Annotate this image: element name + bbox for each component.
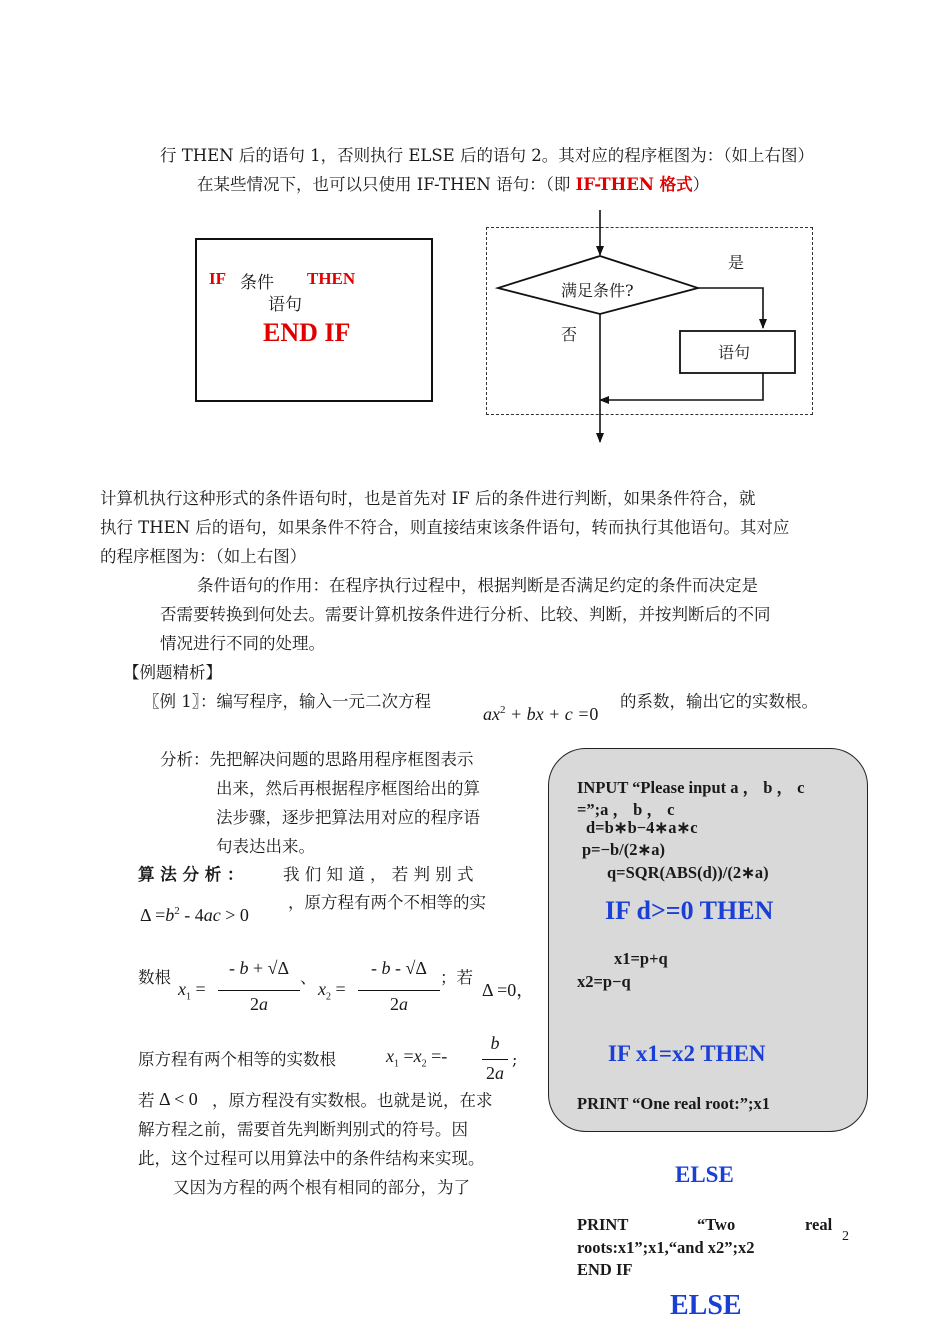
fraction-numerator: b bbox=[490, 1033, 500, 1053]
paragraph-line: 情况进行不同的处理。 bbox=[160, 634, 325, 653]
text-span: 在某些情况下，也可以只使用 IF-THEN 语句：（即 bbox=[197, 175, 576, 194]
analysis-line: 分析：先把解决问题的思路用程序框图表示 bbox=[160, 750, 474, 769]
end-if-keyword: END IF bbox=[263, 318, 351, 347]
example-line: 的系数，输出它的实数根。 bbox=[620, 692, 818, 711]
code-line: INPUT “Please input a ， b ， c bbox=[577, 778, 805, 797]
text-span: ） bbox=[692, 175, 710, 194]
code-line: p=−b/(2∗a) bbox=[582, 840, 666, 859]
fraction-bar bbox=[358, 990, 440, 991]
fraction-bar bbox=[482, 1059, 508, 1060]
analysis-line: 又因为方程的两个根有相同的部分，为了 bbox=[173, 1178, 470, 1197]
discriminant-formula: $\Delta =b^2 - 4ac > 0$ bbox=[140, 905, 249, 925]
code-line: x2=p−q bbox=[577, 972, 631, 991]
code-line: PRINT bbox=[577, 1215, 629, 1234]
code-else-keyword: ELSE bbox=[675, 1162, 734, 1187]
analysis-line: 原方程有两个相等的实数根 bbox=[138, 1050, 336, 1069]
example-line: 〖例 1〗：编写程序，输入一元二次方程 bbox=[143, 692, 431, 711]
root-x2-denominator: 2a bbox=[390, 994, 408, 1014]
analysis-line: 法步骤，逐步把算法用对应的程序语 bbox=[216, 808, 480, 827]
no-label: 否 bbox=[561, 325, 578, 344]
analysis-line: 出来，然后再根据程序框图给出的算 bbox=[216, 779, 480, 798]
paragraph-line: 条件语句的作用：在程序执行过程中，根据判断是否满足约定的条件而决定是 bbox=[197, 576, 758, 595]
fraction-denominator: 2a bbox=[486, 1063, 504, 1083]
analysis-line: 若 bbox=[138, 1091, 155, 1110]
code-line: “Two bbox=[697, 1215, 736, 1234]
flow-statement-label: 语句 bbox=[718, 343, 751, 362]
code-if-keyword: IF x1=x2 THEN bbox=[608, 1041, 766, 1066]
root-x1-label: $x_1$ = bbox=[178, 979, 206, 1003]
analysis-line: 我 们 知 道 ， 若 判 别 式 bbox=[283, 865, 474, 884]
analysis-line: ，原方程有两个不相等的实 bbox=[288, 893, 486, 912]
return-arrow bbox=[600, 373, 763, 400]
algorithm-title: 算 法 分 析 ： bbox=[138, 865, 244, 884]
paragraph-line: 否需要转换到何处去。需要计算机按条件进行分析、比较、判断，并按判断后的不同 bbox=[160, 605, 771, 624]
analysis-line: ；若 bbox=[440, 968, 473, 987]
semicolon: ; bbox=[512, 1050, 518, 1069]
code-line: d=b∗b−4∗a∗c bbox=[586, 818, 698, 837]
analysis-line: 解方程之前，需要首先判断判别式的符号。因 bbox=[138, 1120, 468, 1139]
highlight-text: IF-THEN 格式 bbox=[575, 175, 693, 194]
root-x1-denominator: 2a bbox=[250, 994, 268, 1014]
code-line: real bbox=[805, 1215, 833, 1234]
section-heading: 【例题精析】 bbox=[123, 663, 222, 682]
code-line: PRINT “One real root:”;x1 bbox=[577, 1094, 770, 1113]
separator: 、 bbox=[300, 968, 317, 987]
fraction-bar bbox=[218, 990, 300, 991]
code-line: =”;a ， b ， c bbox=[577, 800, 675, 819]
paragraph-line: 计算机执行这种形式的条件语句时，也是首先对 IF 后的条件进行判断，如果条件符合，就 bbox=[100, 489, 756, 508]
analysis-line: 数根 bbox=[138, 968, 171, 987]
yes-label: 是 bbox=[728, 253, 745, 272]
quadratic-equation: $ax^2$ + bx + c =0 bbox=[483, 704, 599, 724]
analysis-line: 句表达出来。 bbox=[216, 837, 315, 856]
discriminant-negative: Δ < 0 bbox=[159, 1089, 198, 1109]
root-x2-label: $x_2$ = bbox=[318, 979, 346, 1003]
decision-label: 满足条件? bbox=[561, 281, 634, 300]
condition-label: 条件 bbox=[240, 273, 274, 293]
analysis-line: ，原方程没有实数根。也就是说，在求 bbox=[212, 1091, 493, 1110]
equal-roots-formula: $x_1 =x_2$ =- bbox=[386, 1046, 448, 1070]
discriminant-zero: Δ =0， bbox=[482, 980, 535, 1000]
code-line: x1=p+q bbox=[614, 949, 668, 968]
text-line: 行 THEN 后的语句 1，否则执行 ELSE 后的语句 2。其对应的程序框图为：（如上右图） bbox=[160, 146, 814, 165]
then-keyword: THEN bbox=[307, 269, 356, 288]
paragraph-line: 的程序框图为：（如上右图） bbox=[100, 547, 307, 566]
root-x1-numerator: - b + √Δ bbox=[228, 958, 290, 978]
code-line: roots:x1”;x1,“and x2”;x2 bbox=[577, 1238, 755, 1257]
code-if-keyword: IF d>=0 THEN bbox=[605, 896, 774, 925]
statement-label: 语句 bbox=[268, 295, 302, 315]
code-line: END IF bbox=[577, 1260, 633, 1279]
code-else-keyword: ELSE bbox=[670, 1290, 742, 1321]
page-number: 2 bbox=[842, 1229, 849, 1244]
if-keyword: IF bbox=[209, 269, 226, 288]
code-line: q=SQR(ABS(d))/(2∗a) bbox=[607, 863, 769, 882]
text-line bbox=[197, 171, 709, 195]
analysis-line: 此，这个过程可以用算法中的条件结构来实现。 bbox=[138, 1149, 485, 1168]
paragraph-line: 执行 THEN 后的语句，如果条件不符合，则直接结束该条件语句，转而执行其他语句。其对应 bbox=[100, 518, 790, 537]
root-x2-numerator: - b - √Δ bbox=[371, 958, 427, 978]
flowchart-diagram bbox=[480, 210, 820, 450]
yes-arrow bbox=[698, 288, 763, 328]
